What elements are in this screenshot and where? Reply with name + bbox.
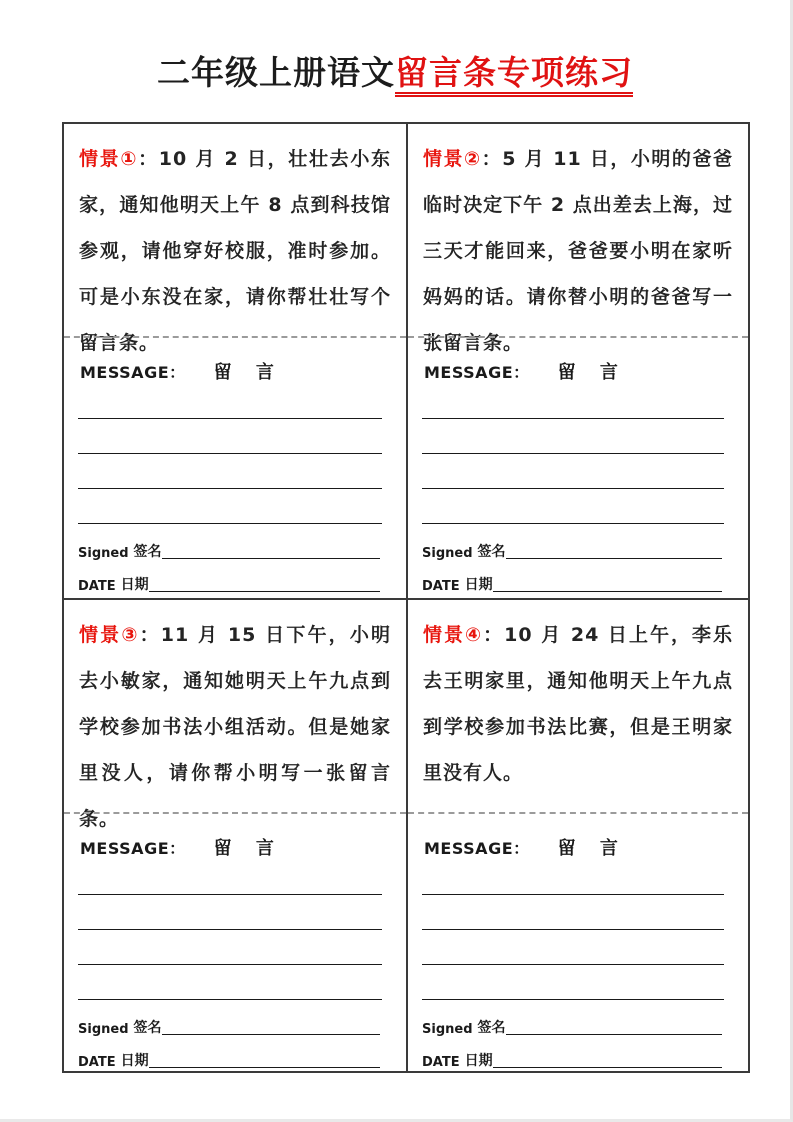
scenario-card-1	[64, 124, 406, 598]
message-label-en: MESSAGE：	[424, 838, 530, 858]
signed-row	[78, 541, 386, 561]
scenario-card-4	[406, 598, 748, 1072]
scenario-paragraph	[79, 612, 391, 842]
message-header	[78, 834, 386, 860]
scenario-label-3: 情景③	[79, 623, 140, 646]
message-writing-line	[78, 895, 382, 930]
signed-row	[422, 1017, 728, 1037]
message-writing-line	[422, 895, 724, 930]
message-area-3	[64, 812, 406, 1072]
message-writing-line	[422, 489, 724, 524]
scenario-prompt-1	[64, 124, 406, 354]
date-row	[78, 574, 386, 594]
signed-blank-line	[506, 1033, 722, 1035]
scenario-text-1: ：10 月 2 日，壮壮去小东家，通知他明天上午 8 点到科技馆参观，请他穿好校服，准时参加。可是小东没在家，请你帮壮壮写个留言条。	[79, 148, 391, 354]
date-label-en: DATE	[422, 1054, 460, 1070]
signed-label-cn: 签名	[477, 1019, 506, 1036]
message-label-cn: 留 言	[213, 362, 283, 383]
date-label-cn: 日期	[120, 577, 149, 593]
date-label-en: DATE	[78, 579, 116, 594]
scenario-card-3	[64, 598, 406, 1072]
scenario-text-4: ：10 月 24 日上午，李乐去王明家里，通知他明天上午九点到学校参加书法比赛，但是王明家里没有人。	[423, 623, 733, 784]
signed-row	[78, 1017, 386, 1037]
signed-row	[422, 541, 728, 561]
message-writing-line	[78, 454, 382, 489]
date-label-en: DATE	[422, 579, 460, 594]
message-writing-line	[78, 930, 382, 965]
date-blank-line	[149, 1066, 380, 1068]
signed-label-en: Signed	[78, 1021, 129, 1037]
message-area-2	[408, 336, 748, 598]
message-writing-line	[78, 965, 382, 1000]
scenario-text-3: ：11 月 15 日下午，小明去小敏家，通知她明天上午九点到学校参加书法小组活动。但是她家里没人，请你帮小明写一张留言条。	[79, 623, 391, 830]
scenario-paragraph	[423, 136, 733, 366]
scenario-card-2	[406, 124, 748, 598]
page-title	[0, 52, 790, 95]
date-blank-line	[149, 590, 380, 592]
message-area-1	[64, 336, 406, 598]
message-writing-line	[422, 419, 724, 454]
scenario-text-2: ：5 月 11 日，小明的爸爸临时决定下午 2 点出差去上海，过三天才能回来，爸爸要小明在家听妈妈的话。请你替小明的爸爸写一张留言条。	[423, 148, 733, 354]
scenario-label-1: 情景①	[79, 148, 139, 170]
signed-label-en: Signed	[422, 546, 473, 561]
message-area-4	[408, 812, 748, 1072]
scenario-prompt-4	[408, 600, 748, 812]
message-writing-line	[78, 489, 382, 524]
date-row	[78, 1050, 386, 1070]
date-label-en: DATE	[78, 1054, 116, 1070]
scenario-label-4: 情景④	[423, 623, 484, 646]
worksheet-grid	[62, 122, 750, 1073]
scenario-prompt-2	[408, 124, 748, 354]
message-header	[422, 358, 728, 384]
scenario-paragraph	[423, 612, 733, 796]
message-header	[422, 834, 728, 860]
message-label-en: MESSAGE：	[80, 363, 186, 382]
signed-blank-line	[162, 1033, 380, 1035]
signed-label-cn: 签名	[133, 544, 162, 560]
message-writing-line	[422, 454, 724, 489]
message-writing-line	[422, 965, 724, 1000]
message-writing-line	[422, 930, 724, 965]
title-red-part: 留言条专项练习	[395, 53, 633, 97]
signed-label-en: Signed	[78, 546, 129, 561]
message-header	[78, 358, 386, 384]
date-label-cn: 日期	[464, 1052, 493, 1069]
signed-label-cn: 签名	[133, 1019, 162, 1036]
title-black-part: 二年级上册语文	[157, 53, 395, 92]
message-writing-line	[78, 384, 382, 419]
date-row	[422, 1050, 728, 1070]
signed-label-en: Signed	[422, 1021, 473, 1037]
message-writing-line	[422, 384, 724, 419]
date-label-cn: 日期	[464, 577, 493, 593]
signed-blank-line	[162, 557, 380, 559]
message-writing-line	[422, 860, 724, 895]
scenario-paragraph	[79, 136, 391, 366]
scenario-label-2: 情景②	[423, 148, 482, 170]
message-writing-line	[78, 860, 382, 895]
date-label-cn: 日期	[120, 1052, 149, 1069]
message-label-en: MESSAGE：	[424, 363, 530, 382]
message-label-cn: 留 言	[213, 837, 283, 859]
message-label-en: MESSAGE：	[80, 838, 186, 858]
date-blank-line	[493, 1066, 722, 1068]
scenario-prompt-3	[64, 600, 406, 830]
date-row	[422, 574, 728, 594]
signed-blank-line	[506, 557, 722, 559]
date-blank-line	[493, 590, 722, 592]
message-label-cn: 留 言	[557, 837, 627, 859]
signed-label-cn: 签名	[477, 544, 506, 560]
message-label-cn: 留 言	[557, 362, 627, 383]
message-writing-line	[78, 419, 382, 454]
